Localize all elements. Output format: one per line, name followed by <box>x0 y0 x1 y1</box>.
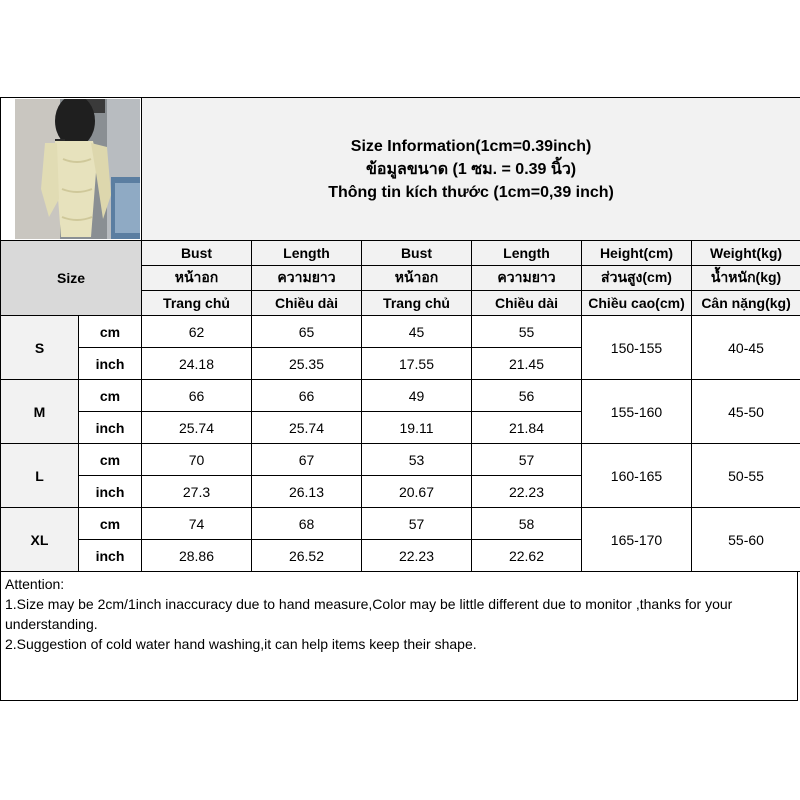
col-header-vi: Trang chủ <box>362 291 472 316</box>
model-dress-photo-icon <box>15 99 140 239</box>
height-range: 150-155 <box>582 316 692 380</box>
size-header: Size <box>1 241 142 316</box>
cell-value: 28.86 <box>142 540 252 572</box>
size-chart <box>0 97 800 703</box>
size-code: XL <box>1 508 79 572</box>
cell-value: 26.52 <box>252 540 362 572</box>
weight-range: 55-60 <box>692 508 800 572</box>
col-header-en: Length <box>252 241 362 266</box>
height-range: 155-160 <box>582 380 692 444</box>
unit-label: inch <box>79 348 142 380</box>
unit-label: inch <box>79 540 142 572</box>
title-cell <box>142 98 800 241</box>
weight-range: 40-45 <box>692 316 800 380</box>
cell-value: 27.3 <box>142 476 252 508</box>
product-photo-cell <box>1 98 142 241</box>
col-header-en: Bust <box>362 241 472 266</box>
cell-value: 74 <box>142 508 252 540</box>
cell-value: 67 <box>252 444 362 476</box>
unit-label: cm <box>79 316 142 348</box>
col-header-th: ส่วนสูง(cm) <box>582 266 692 291</box>
cell-value: 24.18 <box>142 348 252 380</box>
cell-value: 62 <box>142 316 252 348</box>
attention-line-2: 2.Suggestion of cold water hand washing,it can help items keep their shape. <box>5 636 477 652</box>
col-header-en: Weight(kg) <box>692 241 800 266</box>
col-header-th: หน้าอก <box>362 266 472 291</box>
unit-label: inch <box>79 476 142 508</box>
cell-value: 25.74 <box>252 412 362 444</box>
cell-value: 21.45 <box>472 348 582 380</box>
cell-value: 22.62 <box>472 540 582 572</box>
col-header-en: Length <box>472 241 582 266</box>
cell-value: 26.13 <box>252 476 362 508</box>
col-header-en: Height(cm) <box>582 241 692 266</box>
cell-value: 56 <box>472 380 582 412</box>
unit-label: inch <box>79 412 142 444</box>
cell-value: 55 <box>472 316 582 348</box>
col-header-th: หน้าอก <box>142 266 252 291</box>
cell-value: 68 <box>252 508 362 540</box>
cell-value: 57 <box>362 508 472 540</box>
unit-label: cm <box>79 380 142 412</box>
title-thai: ข้อมูลขนาด (1 ซม. = 0.39 นิ้ว) <box>365 160 577 178</box>
cell-value: 25.35 <box>252 348 362 380</box>
col-header-en: Bust <box>142 241 252 266</box>
col-header-th: ความยาว <box>472 266 582 291</box>
size-code: L <box>1 444 79 508</box>
cell-value: 21.84 <box>472 412 582 444</box>
cell-value: 53 <box>362 444 472 476</box>
cell-value: 66 <box>252 380 362 412</box>
col-header-vi: Chiều dài <box>472 291 582 316</box>
unit-label: cm <box>79 444 142 476</box>
weight-range: 50-55 <box>692 444 800 508</box>
attention-note <box>0 571 798 701</box>
cell-value: 45 <box>362 316 472 348</box>
height-range: 160-165 <box>582 444 692 508</box>
title-english: Size Information(1cm=0.39inch) <box>350 137 592 155</box>
col-header-vi: Trang chủ <box>142 291 252 316</box>
col-header-th: น้ำหนัก(kg) <box>692 266 800 291</box>
cell-value: 22.23 <box>362 540 472 572</box>
cell-value: 49 <box>362 380 472 412</box>
cell-value: 57 <box>472 444 582 476</box>
size-table <box>0 97 800 572</box>
size-code: M <box>1 380 79 444</box>
attention-line-1: 1.Size may be 2cm/1inch inaccuracy due to hand measure,Color may be little different due to monitor ,thanks for your understanding. <box>5 596 733 632</box>
title-vietnamese: Thông tin kích thước (1cm=0,39 inch) <box>328 183 614 201</box>
size-code: S <box>1 316 79 380</box>
cell-value: 70 <box>142 444 252 476</box>
col-header-vi: Chiều cao(cm) <box>582 291 692 316</box>
weight-range: 45-50 <box>692 380 800 444</box>
col-header-vi: Cân nặng(kg) <box>692 291 800 316</box>
cell-value: 17.55 <box>362 348 472 380</box>
col-header-vi: Chiều dài <box>252 291 362 316</box>
attention-heading: Attention: <box>5 576 65 592</box>
cell-value: 20.67 <box>362 476 472 508</box>
height-range: 165-170 <box>582 508 692 572</box>
cell-value: 58 <box>472 508 582 540</box>
cell-value: 25.74 <box>142 412 252 444</box>
cell-value: 19.11 <box>362 412 472 444</box>
col-header-th: ความยาว <box>252 266 362 291</box>
cell-value: 66 <box>142 380 252 412</box>
cell-value: 65 <box>252 316 362 348</box>
cell-value: 22.23 <box>472 476 582 508</box>
unit-label: cm <box>79 508 142 540</box>
